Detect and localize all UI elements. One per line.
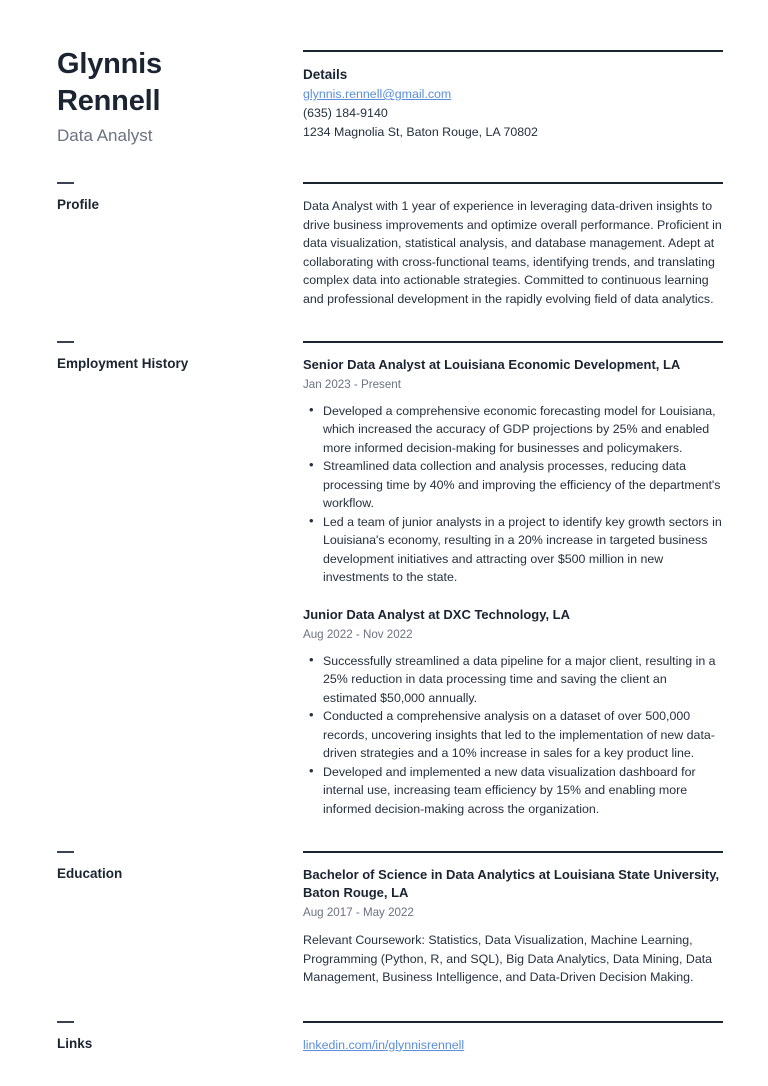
page-title xyxy=(57,46,287,120)
employment-content xyxy=(303,341,723,819)
section-title-education: Education xyxy=(57,866,123,882)
employment-section xyxy=(57,341,723,819)
section-title-links: Links xyxy=(57,1035,93,1051)
section-divider xyxy=(303,182,723,184)
education-date: Aug 2017 - May 2022 xyxy=(303,906,414,920)
education-section xyxy=(57,851,723,987)
linkedin-link[interactable]: linkedin.com/in/glynnisrennell xyxy=(303,1037,465,1052)
links-content xyxy=(303,1021,723,1055)
last-name: Rennell xyxy=(57,85,161,117)
list-item: • Successfully streamlined a data pipeline for a major client, resulting in a 25% reduction in data processing time and saving the client an estimated $50,000 annually. xyxy=(303,652,723,708)
employment-role: Senior Data Analyst at Louisiana Economic Development, LA xyxy=(303,356,681,372)
employment-role: Junior Data Analyst at DXC Technology, LA xyxy=(303,606,571,622)
employment-bullets xyxy=(303,652,723,819)
list-item: • Developed and implemented a new data visualization dashboard for internal use, increasing team efficiency by 15% and enabling more informed decision-making across the organization. xyxy=(303,763,723,819)
list-item: • Led a team of junior analysts in a project to identify key growth sectors in Louisiana's economy, resulting in a 20% increase in targeted business development initiatives and attracting over $500 million in new investments to the state. xyxy=(303,513,723,587)
detail-email-row xyxy=(303,85,723,104)
list-item: • Developed a comprehensive economic forecasting model for Louisiana, which increased the accuracy of GDP projections by 25% and enabled more informed decision-making for businesses and policymakers. xyxy=(303,402,723,458)
details-heading: Details xyxy=(303,67,348,82)
section-dash-icon xyxy=(57,851,74,853)
profile-text: Data Analyst with 1 year of experience in leveraging data-driven insights to drive business improvements and optimize overall performance. Proficient in data visualization, statistical analysis, and database management. Adept at collaborating with cross-functional teams, identifying trends, and translating complex data into actionable strategies. Committed to continuous learning and professional development in the rapidly evolving field of data analytics. xyxy=(303,199,722,306)
employment-section-label xyxy=(57,341,303,373)
detail-address: 1234 Magnolia St, Baton Rouge, LA 70802 xyxy=(303,125,538,139)
employment-entry xyxy=(303,356,723,587)
education-coursework: Relevant Coursework: Statistics, Data Visualization, Machine Learning, Programming (Python, R, and SQL), Big Data Analytics, Data Mining, Data Management, Business Intelligence, and Data-Driven Decision Making. xyxy=(303,933,713,985)
section-title-profile: Profile xyxy=(57,197,100,212)
employment-entry xyxy=(303,606,723,819)
first-name: Glynnis xyxy=(57,48,162,80)
list-item: • Conducted a comprehensive analysis on a dataset of over 500,000 records, uncovering insights that led to the implementation of new data-driven strategies and a 10% increase in sales for a key product line. xyxy=(303,707,723,763)
education-content xyxy=(303,851,723,987)
employment-bullets xyxy=(303,402,723,587)
details-section xyxy=(303,46,723,142)
profile-section xyxy=(57,182,723,309)
email-link[interactable]: glynnis.rennell@gmail.com xyxy=(303,87,452,101)
resume-header xyxy=(57,46,723,148)
profile-section-label xyxy=(57,182,303,214)
employment-date: Aug 2022 - Nov 2022 xyxy=(303,627,413,641)
employment-date: Jan 2023 - Present xyxy=(303,377,401,391)
links-section-label xyxy=(57,1021,303,1053)
section-divider xyxy=(303,851,723,853)
list-item: • Streamlined data collection and analysis processes, reducing data processing time by 40% and improving the efficiency of the department's workflow. xyxy=(303,457,723,513)
link-row xyxy=(303,1036,723,1055)
education-degree: Bachelor of Science in Data Analytics at Louisiana State University, Baton Rouge, LA xyxy=(303,867,720,901)
section-title-employment: Employment History xyxy=(57,355,189,371)
links-section xyxy=(57,1021,723,1055)
section-dash-icon xyxy=(57,1021,74,1023)
section-divider xyxy=(303,1021,723,1023)
profile-content xyxy=(303,182,723,309)
header-identity xyxy=(57,46,303,148)
education-entry xyxy=(303,866,723,987)
education-section-label xyxy=(57,851,303,883)
detail-phone: (635) 184-9140 xyxy=(303,106,388,120)
job-title: Data Analyst xyxy=(57,126,153,145)
section-dash-icon xyxy=(57,341,74,343)
section-dash-icon xyxy=(57,182,74,184)
section-divider xyxy=(303,341,723,343)
